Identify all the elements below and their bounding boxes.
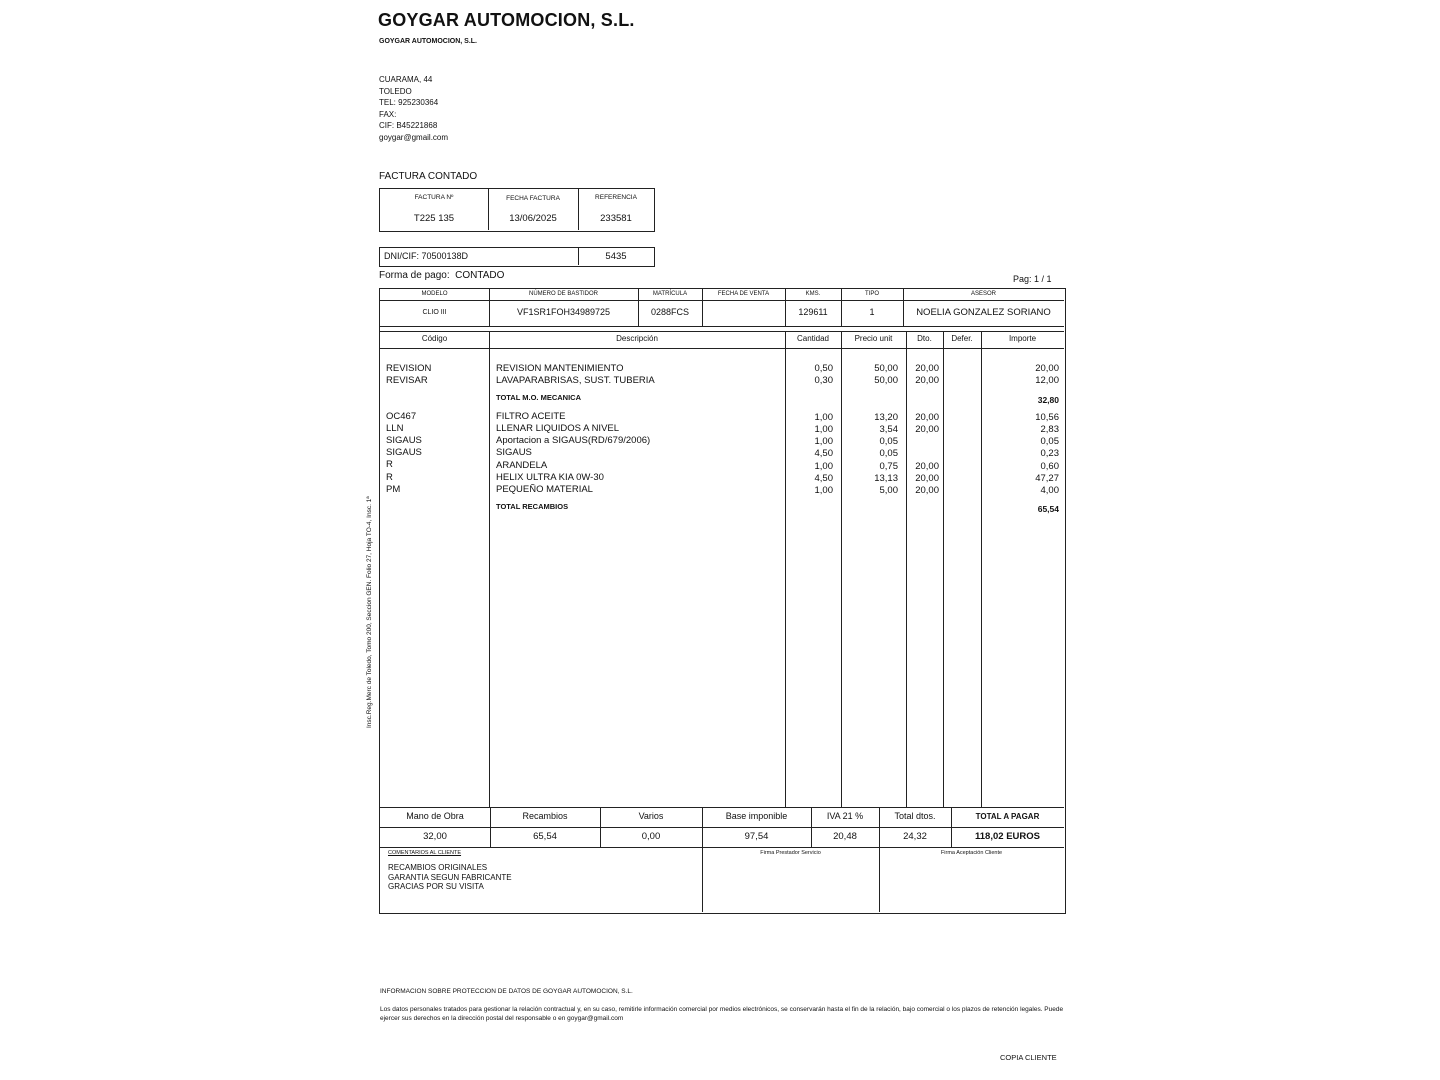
invoice-number-label: FACTURA Nº (414, 194, 454, 201)
item-discount: 20,00 (915, 461, 939, 472)
total-misc-label: Varios (638, 811, 664, 821)
reference-label: REFERENCIA (595, 194, 637, 201)
reference: 233581 (600, 213, 632, 224)
item-qty: 1,00 (814, 424, 833, 435)
item-price: 13,20 (874, 412, 898, 423)
item-qty: 0,50 (814, 363, 833, 374)
item-code: PM (386, 484, 401, 495)
company-address (379, 74, 448, 144)
col-discount: Dto. (917, 334, 932, 343)
address-line: CIF: B45221868 (379, 121, 438, 131)
vehicle-advisor-label: ASESOR (970, 291, 996, 297)
address-line: TEL: 925230364 (379, 98, 439, 108)
item-code: OC467 (386, 411, 417, 422)
invoice-table (379, 288, 1066, 914)
item-description: HELIX ULTRA KIA 0W-30 (496, 472, 604, 483)
address-line: goygar@gmail.com (379, 132, 449, 142)
item-amount: 0,60 (1040, 461, 1059, 472)
registry-text: Insc.Reg.Merc de Toledo, Tomo 200, Seccion GEN. Folio 27, Hoja TO-4, Insc. 1ª (366, 496, 373, 728)
item-description: SIGAUS (496, 447, 532, 458)
item-amount: 20,00 (1035, 363, 1059, 374)
copy-label: COPIA CLIENTE (1000, 1053, 1057, 1062)
parts-total-label: TOTAL RECAMBIOS (496, 502, 569, 511)
item-price: 5,00 (879, 485, 898, 496)
item-code: R (386, 459, 393, 470)
vat-amount: 20,48 (833, 831, 857, 842)
document-type: FACTURA CONTADO (379, 171, 478, 182)
item-code: REVISAR (386, 375, 428, 386)
vehicle-sale-date-label: FECHA DE VENTA (717, 291, 770, 297)
payment-method (379, 270, 504, 281)
item-description: LAVAPARABRISAS, SUST. TUBERIA (496, 375, 655, 386)
item-discount: 20,00 (915, 485, 939, 496)
total-due-label: TOTAL A PAGAR (975, 812, 1040, 821)
comments-text (388, 863, 512, 892)
item-price: 13,13 (874, 473, 898, 484)
customer-code: 5435 (605, 251, 627, 262)
invoice-number: T225 135 (413, 213, 455, 224)
total-parts-label: Recambios (522, 811, 568, 821)
item-discount: 20,00 (915, 412, 939, 423)
legal-body: Los datos personales tratados para gestionar la relación contractual y, en su caso, remitirle información comercial por medios electrónicos, se conservarán hasta el fin de la relación, bajo comercial o los plazos de retención legales. Puede ejercer sus derechos en la dirección postal del responsable o en goygar@gmail.com (380, 1006, 1064, 1022)
vehicle-vin: VF1SR1FOH34989725 (516, 307, 611, 317)
labour-total-label: TOTAL M.O. MECANICA (496, 393, 581, 402)
vehicle-type: 1 (869, 307, 875, 317)
tax-base-label: Base imponible (725, 811, 788, 821)
payment-label: Forma de pago: (379, 270, 450, 281)
vehicle-type-label: TIPO (864, 291, 879, 297)
signature-client-label: Firma Aceptación Cliente (940, 850, 1003, 856)
page-indicator: Pag: 1 / 1 (1013, 274, 1052, 284)
item-price: 50,00 (874, 363, 898, 374)
item-code: R (386, 472, 393, 483)
item-qty: 1,00 (814, 461, 833, 472)
item-qty: 4,50 (814, 448, 833, 459)
total-discounts: 24,32 (903, 831, 927, 842)
col-description: Descripción (616, 334, 658, 343)
customer-dni: DNI/CIF: 70500138D (384, 251, 469, 261)
item-qty: 0,30 (814, 375, 833, 386)
total-discounts-label: Total dtos. (894, 811, 936, 821)
item-qty: 1,00 (814, 412, 833, 423)
company-name: GOYGAR AUTOMOCION, S.L. (378, 10, 635, 30)
item-description: ARANDELA (496, 460, 548, 471)
item-description: REVISION MANTENIMIENTO (496, 363, 624, 374)
item-amount: 2,83 (1040, 424, 1059, 435)
item-price: 0,75 (879, 461, 898, 472)
item-amount: 47,27 (1035, 473, 1059, 484)
tax-base: 97,54 (744, 831, 769, 842)
item-price: 0,05 (879, 436, 898, 447)
col-unit-price: Precio unit (854, 334, 893, 343)
vehicle-plate: 0288FCS (650, 307, 690, 317)
item-code: SIGAUS (386, 435, 422, 446)
col-amount: Importe (1008, 334, 1037, 343)
item-price: 3,54 (879, 424, 898, 435)
item-amount: 12,00 (1035, 375, 1059, 386)
address-line: CUARAMA, 44 (379, 75, 433, 84)
item-code: LLN (386, 423, 404, 434)
item-amount: 0,23 (1040, 448, 1059, 459)
comment-line: GARANTIA SEGUN FABRICANTE (388, 872, 512, 882)
item-description: FILTRO ACEITE (496, 411, 566, 422)
invoice-header-box (379, 188, 655, 232)
item-qty: 1,00 (814, 485, 833, 496)
vehicle-vin-label: NÚMERO DE BASTIDOR (528, 291, 598, 297)
company-subname: GOYGAR AUTOMOCION, S.L. (379, 38, 478, 45)
invoice-date-label: FECHA FACTURA (506, 195, 560, 202)
item-discount: 20,00 (915, 375, 939, 386)
item-amount: 4,00 (1040, 485, 1059, 496)
address-line: FAX: (379, 109, 397, 119)
item-price: 50,00 (874, 375, 898, 386)
customer-box (379, 247, 655, 267)
vehicle-advisor: NOELIA GONZALEZ SORIANO (916, 307, 1051, 318)
legal-title: INFORMACION SOBRE PROTECCION DE DATOS DE GOYGAR AUTOMOCION, S.L. (380, 988, 633, 995)
col-code: Código (421, 334, 448, 343)
item-description: PEQUEÑO MATERIAL (496, 484, 593, 495)
item-discount: 20,00 (915, 424, 939, 435)
item-qty: 4,50 (814, 473, 833, 484)
signature-service-label: Firma Prestador Servicio (760, 850, 821, 856)
comments-label: COMENTARIOS AL CLIENTE (388, 850, 462, 856)
labour-total-amount: 32,80 (1037, 395, 1059, 405)
total-parts: 65,54 (533, 831, 557, 842)
item-description: Aportacion a SIGAUS(RD/679/2006) (496, 435, 651, 446)
total-labour: 32,00 (423, 831, 447, 842)
item-price: 0,05 (879, 448, 898, 459)
total-due: 118,02 EUROS (975, 831, 1040, 842)
total-labour-label: Mano de Obra (406, 811, 464, 821)
vehicle-kms: 129611 (798, 307, 828, 317)
vehicle-model-label: MODELO (421, 291, 448, 297)
item-code: SIGAUS (386, 447, 422, 458)
total-misc: 0,00 (641, 831, 661, 842)
address-line: TOLEDO (379, 86, 412, 96)
item-code: REVISION (386, 363, 432, 374)
item-amount: 10,56 (1035, 412, 1059, 423)
vehicle-kms-label: KMS. (805, 291, 821, 297)
vat-label: IVA 21 % (826, 811, 864, 821)
payment-value: CONTADO (455, 270, 505, 281)
col-deferred: Defer. (951, 334, 973, 343)
vehicle-model: CLIO III (422, 309, 447, 316)
vehicle-plate-label: MATRÍCULA (652, 291, 688, 297)
invoice-date: 13/06/2025 (509, 213, 557, 224)
comment-line: GRACIAS POR SU VISITA (388, 882, 484, 891)
col-quantity: Cantidad (796, 334, 830, 343)
item-discount: 20,00 (915, 363, 939, 374)
item-amount: 0,05 (1040, 436, 1059, 447)
item-description: LLENAR LIQUIDOS A NIVEL (496, 423, 620, 434)
comment-line: RECAMBIOS ORIGINALES (388, 863, 488, 872)
parts-total-amount: 65,54 (1037, 504, 1059, 514)
item-discount: 20,00 (915, 473, 939, 484)
item-qty: 1,00 (814, 436, 833, 447)
